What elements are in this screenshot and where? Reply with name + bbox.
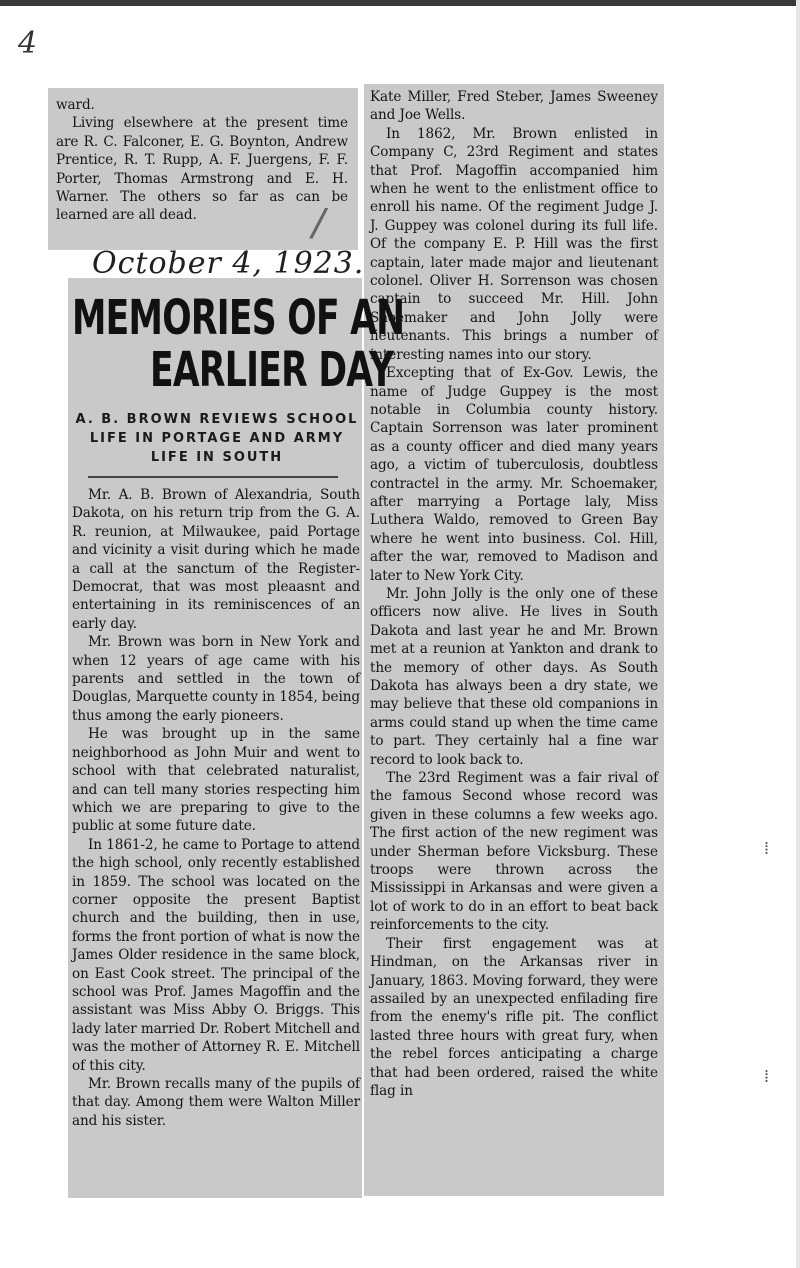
divider-rule [88, 476, 338, 478]
left-top-column [56, 96, 348, 225]
page-number: 4 [18, 26, 38, 61]
right-column [370, 88, 658, 1100]
scan-mark: ⁞ [764, 1066, 770, 1087]
scan-right-edge [796, 0, 800, 1268]
subheadline: A. B. BROWN REVIEWS SCHOOL LIFE IN PORTAGE AND ARMY LIFE IN SOUTH [75, 412, 359, 465]
paragraph: Their first engagement was at Hindman, on the Arkansas river in January, 1863. Moving forward, they were assailed by an unexpected enfilading fire from the enemy's rifle pit. The conflict lasted three hours with great fury, when the rebel forces anticipating a charge that had been ordered, raised the white flag in [370, 935, 658, 1099]
paragraph: Mr. Brown was born in New York and when 12 years of age came with his parents and settled in the town of Douglas, Marquette county in 1854, being thus among the early pioneers. [72, 634, 360, 724]
paragraph: Living elsewhere at the present time are R. C. Falconer, E. G. Boynton, Andrew Prentice, R. T. Rupp, A. F. Juergens, F. F. Porter, Thomas Armstrong and E. H. Warner. The others so far as can be learned are all dead. [56, 115, 348, 224]
paragraph: Mr. A. B. Brown of Alexandria, South Dakota, on his return trip from the G. A. R. reunion, at Milwaukee, paid Portage and vicinity a visit during which he made a call at the sanctum of the Register-Democrat, that was most pleaasnt and entertaining in its reminiscences of an early day. [72, 487, 360, 632]
paragraph: Kate Miller, Fred Steber, James Sweeney and Joe Wells. [370, 89, 658, 124]
scan-mark: ⁞ [764, 838, 770, 859]
paragraph: Mr. Brown recalls many of the pupils of that day. Among them were Walton Miller and his sister. [72, 1076, 360, 1129]
paragraph: He was brought up in the same neighborhood as John Muir and went to school with that celebrated naturalist, and can tell many stories respecting him which we are preparing to give to the public at some future date. [72, 726, 360, 835]
paragraph: The 23rd Regiment was a fair rival of the famous Second whose record was given in these columns a few weeks ago. The first action of the new regiment was under Sherman before Vicksburg. These troops were thrown across the Mississippi in Arkansas and were given a lot of work to do in an effort to beat back reinforcements to the city. [370, 770, 658, 934]
paragraph: ward. [56, 97, 95, 113]
paragraph: Excepting that of Ex-Gov. Lewis, the name of Judge Guppey is the most notable in Columbia county history. Captain Sorrenson was later prominent as a county officer and died many years ago, a victim of tuberculosis, doubtless contractel in the army. Mr. Schoemaker, after marrying a Portage laly, Miss Luthera Waldo, removed to Green Bay where he went into business. Col. Hill, after the war, removed to Madison and later to New York City. [370, 365, 658, 584]
headline-line-1: MEMORIES OF AN [72, 290, 405, 346]
pencil-mark: / [308, 199, 330, 247]
headline-line-2: EARLIER DAY [150, 342, 394, 398]
paragraph: Mr. John Jolly is the only one of these officers now alive. He lives in South Dakota and last year he and Mr. Brown met at a reunion at Yankton and drank to the memory of other days. As South Dakota has always been a dry state, we may believe that these old companions in arms could stand up when the time came to part. They certainly hal a fine war record to look back to. [370, 585, 658, 768]
handwritten-date: October 4, 1923. [92, 246, 365, 281]
paragraph: In 1861-2, he came to Portage to attend the high school, only recently established in 1859. The school was located on the corner opposite the present Baptist church and the building, then in use, forms the front portion of what is now the James Older residence in the same block, on East Cook street. The principal of the school was Prof. James Magoffin and the assistant was Miss Abby O. Briggs. This lady later married Dr. Robert Mitchell and was the mother of Attorney R. E. Mitchell of this city. [72, 836, 360, 1074]
left-main-column [72, 486, 360, 1130]
scan-top-edge [0, 0, 800, 6]
paragraph: In 1862, Mr. Brown enlisted in Company C, 23rd Regiment and states that Prof. Magoffin accompanied him when he went to the enlistment office to enroll his name. Of the regiment Judge J. J. Guppey was colonel during its full life. Of the company E. P. Hill was the first captain, later made major and lieutenant colonel. Oliver H. Sorrenson was chosen captain to succeed Mr. Hill. John Shoemaker and John Jolly were lieutenants. This brings a number of interesting names into our story. [370, 125, 658, 363]
